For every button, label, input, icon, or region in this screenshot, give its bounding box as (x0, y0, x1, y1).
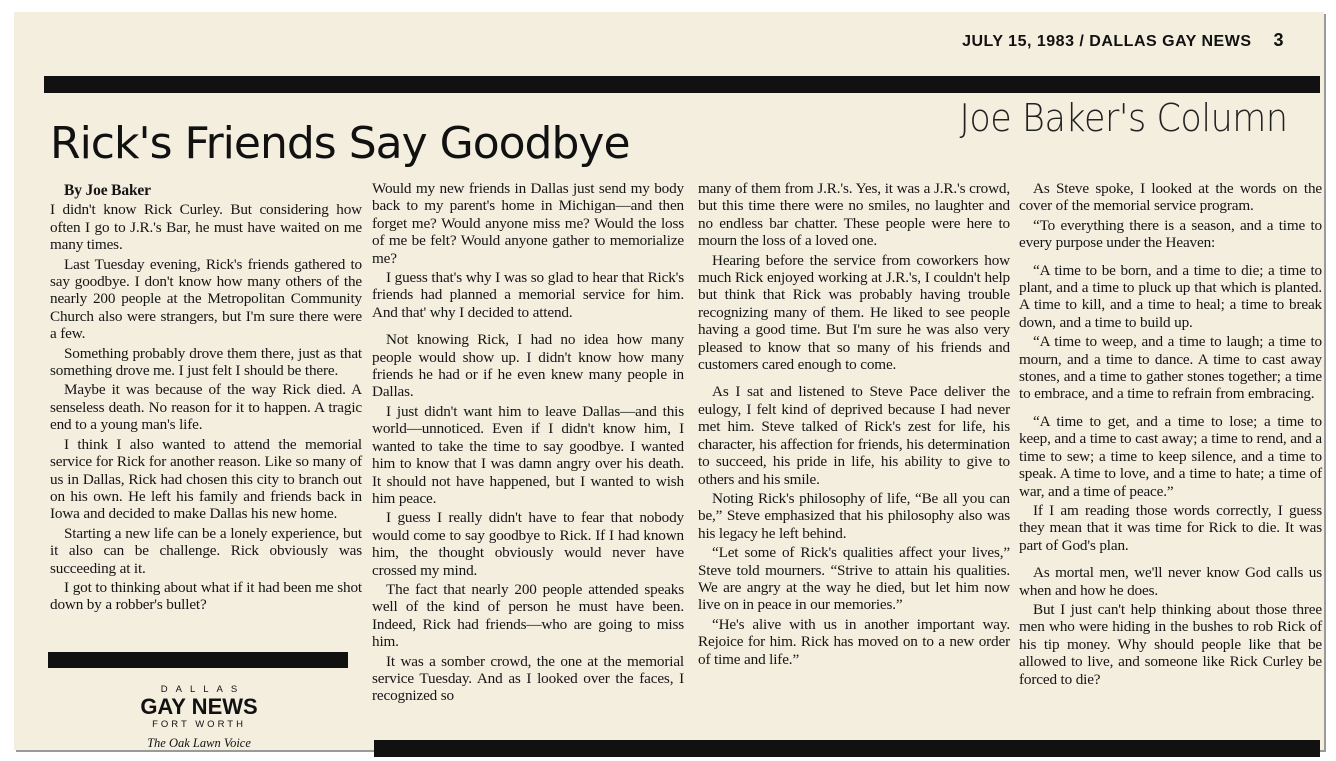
paragraph: As Steve spoke, I looked at the words on the cover of the memorial service program. (1019, 180, 1322, 215)
paragraph: As I sat and listened to Steve Pace deliver the eulogy, I felt kind of deprived because I had never met him. Steve talked of Rick's zest for life, his character, his affection for friends, his determination to succeed, his pride in life, his ability to give to others and his smile. (698, 383, 1010, 488)
paragraph: I just didn't want him to leave Dallas—and this world—unnoticed. Even if I didn't know him, I wanted to take the time to say goodbye. I wanted him to know that I was damn angry over his death. It should not have happened, but I wanted to wish him peace. (372, 402, 684, 507)
paragraph: “Let some of Rick's qualities affect your lives,” Steve told mourners. “Strive to attain his qualities. We are angry at the way he died, but let him now live on in peace in our memories.” (698, 544, 1010, 614)
page-number: 3 (1273, 30, 1284, 50)
headline: Rick's Friends Say Goodbye (50, 118, 630, 169)
newspaper-logo (48, 684, 350, 751)
paragraph: I guess that's why I was so glad to hear that Rick's friends had planned a memorial service for him. And that' why I decided to attend. (372, 269, 684, 321)
paragraph: Not knowing Rick, I had no idea how many people would show up. I didn't know how many friends he had or if he even knew many people in Dallas. (372, 331, 684, 401)
paragraph: But I just can't help thinking about those three men who were hiding in the bushes to rob Rick of his tip money. Why should people like that be allowed to live, and someone like Rick Curley be forced to die? (1019, 600, 1322, 688)
paragraph: Noting Rick's philosophy of life, “Be all you can be,” Steve emphasized that his philosophy also was his legacy he left behind. (698, 489, 1010, 542)
paragraph: It was a somber crowd, the one at the memorial service Tuesday. And as I looked over the faces, I recognized so (372, 652, 684, 705)
logo-city-top: DALLAS (160, 684, 246, 695)
paragraph: As mortal men, we'll never know God calls us when and how he does. (1019, 564, 1322, 599)
top-rule (44, 76, 1320, 93)
clipping (14, 12, 1324, 750)
article-column-4 (1019, 180, 1322, 690)
article-column-2 (372, 180, 684, 707)
paragraph: I didn't know Rick Curley. But considering how often I go to J.R.'s Bar, he must have waited on me many times. (50, 201, 362, 254)
paragraph: many of them from J.R.'s. Yes, it was a J.R.'s crowd, but this time there were no smiles, no laughter and no endless bar chatter. These people were here to mourn the loss of a loved one. (698, 180, 1010, 250)
paragraph: I guess I really didn't have to fear that nobody would come to say goodbye to Rick. If I had known him, the thought obviously would never have crossed my mind. (372, 509, 684, 579)
logo-city-bottom: FORT WORTH (152, 719, 246, 730)
column-name: Joe Baker's Column (959, 96, 1288, 140)
paragraph: Last Tuesday evening, Rick's friends gathered to say goodbye. I don't know how many others of the nearly 200 people at the Metropolitan Community Church also were strangers, but I'm sure there were a few. (50, 255, 362, 343)
bottom-rule (374, 740, 1320, 757)
column-rule (48, 652, 348, 668)
logo-name: GAY NEWS (140, 694, 258, 719)
paragraph: “A time to get, and a time to lose; a time to keep, and a time to cast away; a time to rend, and a time to sew; a time to keep silence, and a time to speak. A time to love, and a time to hate; a time of war, and a time of peace.” (1019, 412, 1322, 500)
paragraph: The fact that nearly 200 people attended speaks well of the kind of person he must have been. Indeed, Rick had friends—who are going to miss him. (372, 580, 684, 651)
paragraph: “A time to weep, and a time to laugh; a time to mourn, and a time to dance. A time to cast away stones, and a time to gather stones together; a time to embrace, and a time to refrain from embracing. (1019, 333, 1322, 403)
paragraph: “To everything there is a season, and a time to every purpose under the Heaven: (1019, 216, 1322, 252)
paragraph: Hearing before the service from coworkers how much Rick enjoyed working at J.R.'s, I couldn't help but think that Rick was probably having trouble recognizing many of them. He liked to see people having a good time. But I'm sure he was also very pleased to know that so many of his friends and customers cared enough to come. (698, 251, 1010, 374)
logo-tagline: The Oak Lawn Voice (147, 736, 251, 750)
dateline-text: JULY 15, 1983 / DALLAS GAY NEWS (962, 33, 1252, 50)
paragraph: Would my new friends in Dallas just send my body back to my parent's home in Michigan—and then forget me? Would anyone miss me? Would the loss of me be felt? Would anyone gather to memorialize me? (372, 180, 684, 267)
byline: By Joe Baker (64, 182, 151, 199)
paragraph: “A time to be born, and a time to die; a time to plant, and a time to pluck up that which is planted. A time to kill, and a time to heal; a time to break down, and a time to build up. (1019, 261, 1322, 331)
dateline (962, 30, 1284, 51)
paragraph: Something probably drove them there, just as that something drove me. I just felt I should be there. (50, 344, 362, 380)
paragraph: “He's alive with us in another important way. Rejoice for him. Rick has moved on to a new order of time and life.” (698, 615, 1010, 668)
paragraph: I think I also wanted to attend the memorial service for Rick for another reason. Like so many of us in Dallas, Rick had chosen this city to branch out on his own. He left his family and friends back in Iowa and decided to make Dallas his new home. (50, 435, 362, 523)
paragraph: If I am reading those words correctly, I guess they mean that it was time for Rick to die. It was part of God's plan. (1019, 501, 1322, 554)
paragraph: Starting a new life can be a lonely experience, but it also can be challenge. Rick obviously was succeeding at it. (50, 524, 362, 577)
paragraph: Maybe it was because of the way Rick died. A senseless death. No reason for it to happen. A tragic end to a young man's life. (50, 381, 362, 434)
paragraph: I got to thinking about what if it had been me shot down by a robber's bullet? (50, 578, 362, 614)
article-column-1 (50, 182, 362, 616)
article-column-3 (698, 180, 1010, 670)
